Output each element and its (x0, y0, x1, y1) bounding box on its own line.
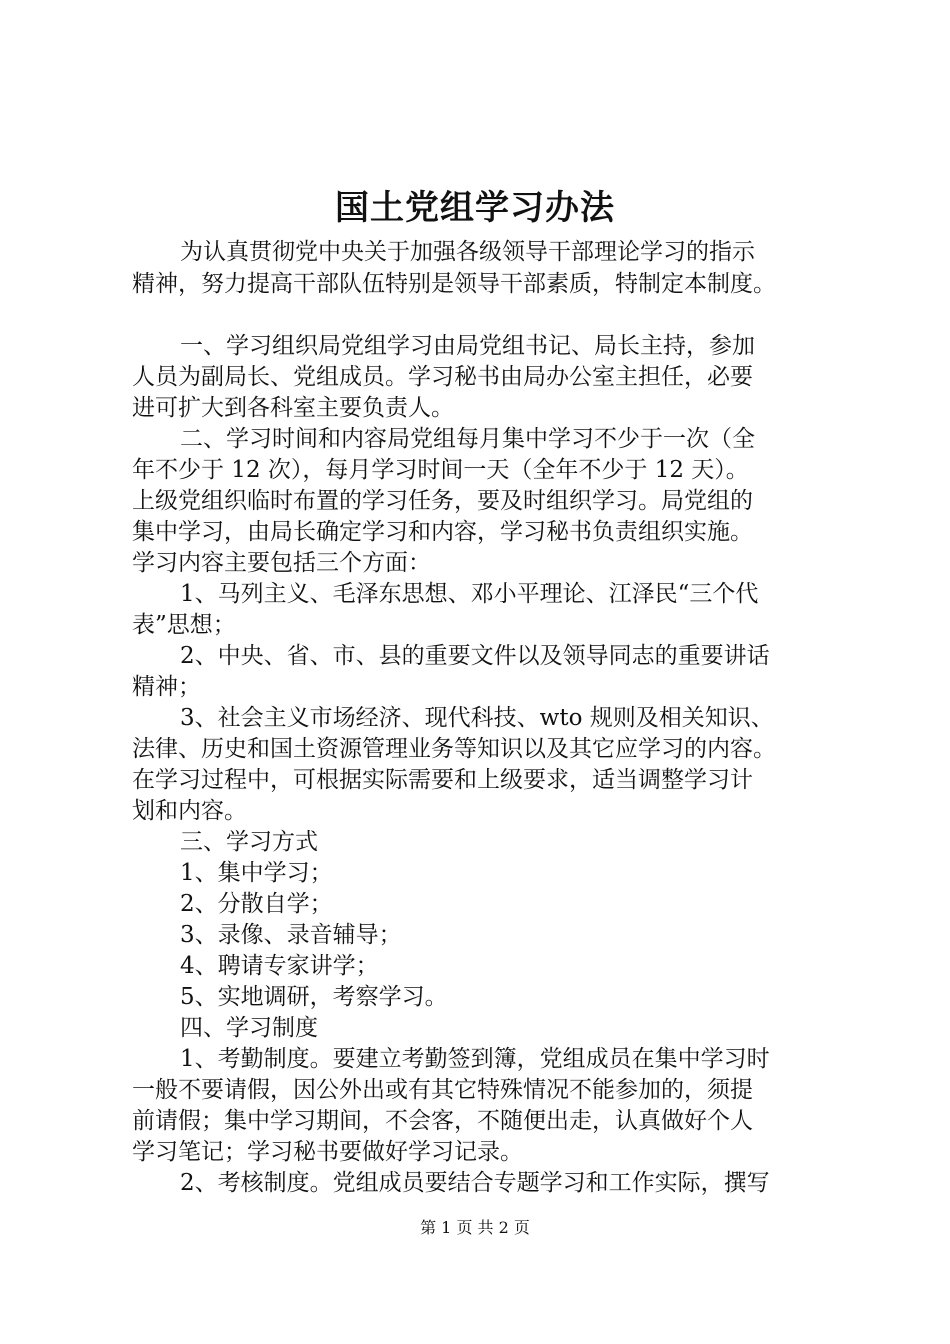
paragraph-line: 年不少于 12 次），每月学习时间一天（全年不少于 12 天）。 (132, 457, 749, 483)
list-item: 2、分散自学； (180, 891, 333, 917)
paragraph-line: 学习内容主要包括三个方面： (132, 550, 431, 576)
paragraph-line: 集中学习，由局长确定学习和内容，学习秘书负责组织实施。 (132, 519, 753, 545)
list-item: 1、集中学习； (180, 860, 333, 886)
paragraph-line: 划和内容。 (132, 798, 247, 824)
section-heading: 四、学习制度 (180, 1015, 318, 1041)
paragraph-line: 3、社会主义市场经济、现代科技、wto 规则及相关知识、 (180, 705, 774, 731)
paragraph-line: 2、考核制度。党组成员要结合专题学习和工作实际，撰写 (180, 1170, 770, 1196)
paragraph-line: 为认真贯彻党中央关于加强各级领导干部理论学习的指示 (180, 239, 755, 265)
paragraph-line: 精神； (132, 674, 201, 700)
paragraph-line: 人员为副局长、党组成员。学习秘书由局办公室主担任，必要 (132, 364, 753, 390)
paragraph-line: 学习笔记；学习秘书要做好学习记录。 (132, 1139, 523, 1165)
list-item: 3、录像、录音辅导； (180, 922, 402, 948)
paragraph-line: 在学习过程中，可根据实际需要和上级要求，适当调整学习计 (132, 767, 753, 793)
paragraph-line: 法律、历史和国土资源管理业务等知识以及其它应学习的内容。 (132, 736, 776, 762)
page-footer: 第 1 页 共 2 页 (420, 1218, 530, 1237)
paragraph-line: 2、中央、省、市、县的重要文件以及领导同志的重要讲话 (180, 643, 770, 669)
paragraph-line: 精神，努力提高干部队伍特别是领导干部素质，特制定本制度。 (132, 271, 776, 297)
paragraph-line: 一、学习组织局党组学习由局党组书记、局长主持，参加 (180, 333, 755, 359)
list-item: 5、实地调研，考察学习。 (180, 984, 448, 1010)
paragraph-line: 上级党组织临时布置的学习任务，要及时组织学习。局党组的 (132, 488, 753, 514)
paragraph-line: 二、学习时间和内容局党组每月集中学习不少于一次（全 (180, 426, 755, 452)
paragraph-line: 1、马列主义、毛泽东思想、邓小平理论、江泽民“三个代 (180, 581, 759, 607)
section-heading: 三、学习方式 (180, 829, 318, 855)
paragraph-line: 前请假；集中学习期间，不会客，不随便出走，认真做好个人 (132, 1108, 753, 1134)
paragraph-line: 进可扩大到各科室主要负责人。 (132, 395, 454, 421)
list-item: 4、聘请专家讲学； (180, 953, 379, 979)
paragraph-line: 表”思想； (132, 612, 236, 638)
document-title: 国土党组学习办法 (335, 188, 615, 228)
paragraph-line: 1、考勤制度。要建立考勤签到簿，党组成员在集中学习时 (180, 1046, 770, 1072)
paragraph-line: 一般不要请假，因公外出或有其它特殊情况不能参加的，须提 (132, 1077, 753, 1103)
